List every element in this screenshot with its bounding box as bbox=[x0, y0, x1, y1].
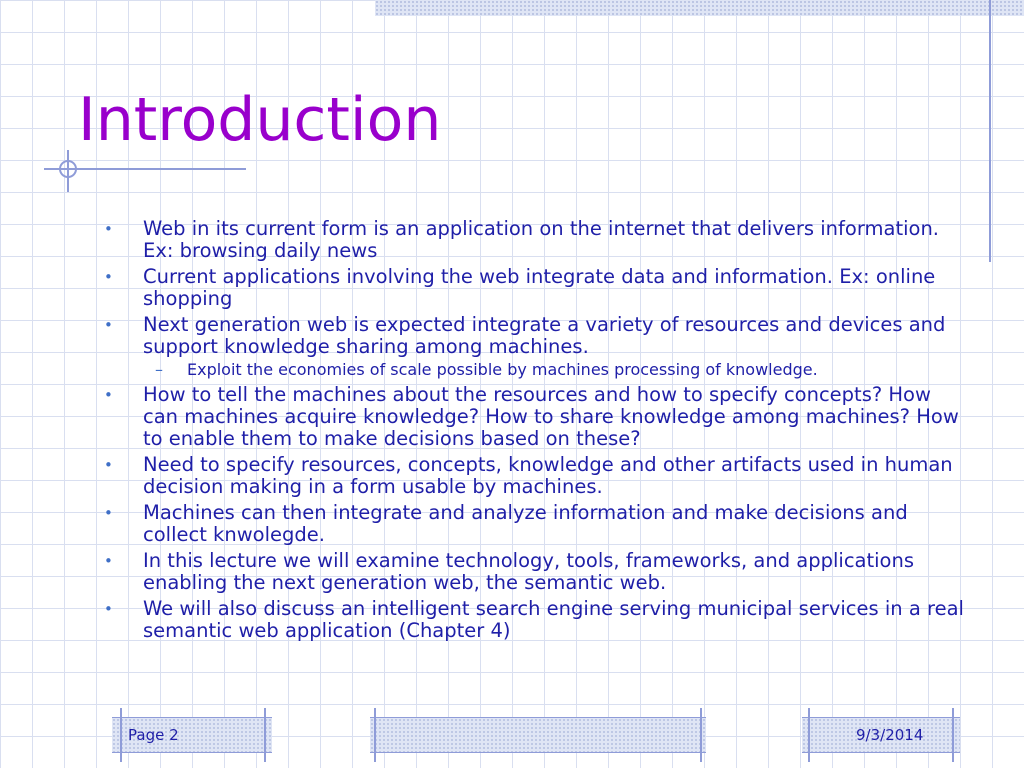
right-decor-line bbox=[989, 0, 991, 262]
bullet-item bbox=[100, 454, 970, 498]
bullet-item bbox=[100, 550, 970, 594]
bullet-dot-icon: • bbox=[104, 316, 113, 334]
bullet-dot-icon: • bbox=[104, 552, 113, 570]
bullet-dot-icon: • bbox=[104, 504, 113, 522]
bullet-item bbox=[100, 266, 970, 310]
bullet-text: In this lecture we will examine technology, tools, frameworks, and applications enabling the next generation web, the semantic web. bbox=[143, 549, 915, 594]
sub-bullet-dash-icon: – bbox=[155, 360, 163, 379]
footer-left-tick bbox=[120, 708, 122, 762]
bullet-dot-icon: • bbox=[104, 456, 113, 474]
footer-tick bbox=[700, 708, 702, 762]
footer-tick bbox=[264, 708, 266, 762]
bullet-dot-icon: • bbox=[104, 268, 113, 286]
bullet-dot-icon: • bbox=[104, 220, 113, 238]
bullet-item bbox=[100, 384, 970, 450]
footer-right-tick bbox=[952, 708, 954, 762]
footer-center-box bbox=[370, 717, 706, 753]
footer-page-number: Page 2 bbox=[128, 726, 179, 744]
sub-bullet-item bbox=[100, 360, 970, 380]
top-decor-band bbox=[375, 0, 1024, 16]
bullet-item bbox=[100, 218, 970, 262]
bullet-text: Current applications involving the web integrate data and information. Ex: online shopping bbox=[143, 265, 936, 310]
slide-title: Introduction bbox=[78, 85, 442, 155]
sub-bullet-text: Exploit the economies of scale possible by machines processing of knowledge. bbox=[187, 360, 818, 379]
bullet-text: Need to specify resources, concepts, knowledge and other artifacts used in human decision making in a form usable by machines. bbox=[143, 453, 953, 498]
bullet-text: Next generation web is expected integrate a variety of resources and devices and support knowledge sharing among machines. bbox=[143, 313, 946, 358]
bullet-item bbox=[100, 598, 970, 642]
bullet-dot-icon: • bbox=[104, 386, 113, 404]
bullet-text: Web in its current form is an application on the internet that delivers information. Ex: browsing daily news bbox=[143, 217, 940, 262]
footer-tick bbox=[374, 708, 376, 762]
bullet-item bbox=[100, 502, 970, 546]
bullet-item bbox=[100, 314, 970, 358]
footer-date: 9/3/2014 bbox=[856, 726, 924, 744]
footer-tick bbox=[808, 708, 810, 762]
bullet-dot-icon: • bbox=[104, 600, 113, 618]
bullet-text: How to tell the machines about the resources and how to specify concepts? How can machines acquire knowledge? How to share knowledge among machines? How to enable them to make decisions based on these? bbox=[143, 383, 959, 450]
bullet-list bbox=[100, 214, 970, 642]
crosshair-circle-icon bbox=[59, 160, 77, 178]
bullet-text: Machines can then integrate and analyze information and make decisions and collect knwolegde. bbox=[143, 501, 908, 546]
bullet-text: We will also discuss an intelligent search engine serving municipal services in a real semantic web application (Chapter 4) bbox=[143, 597, 964, 642]
